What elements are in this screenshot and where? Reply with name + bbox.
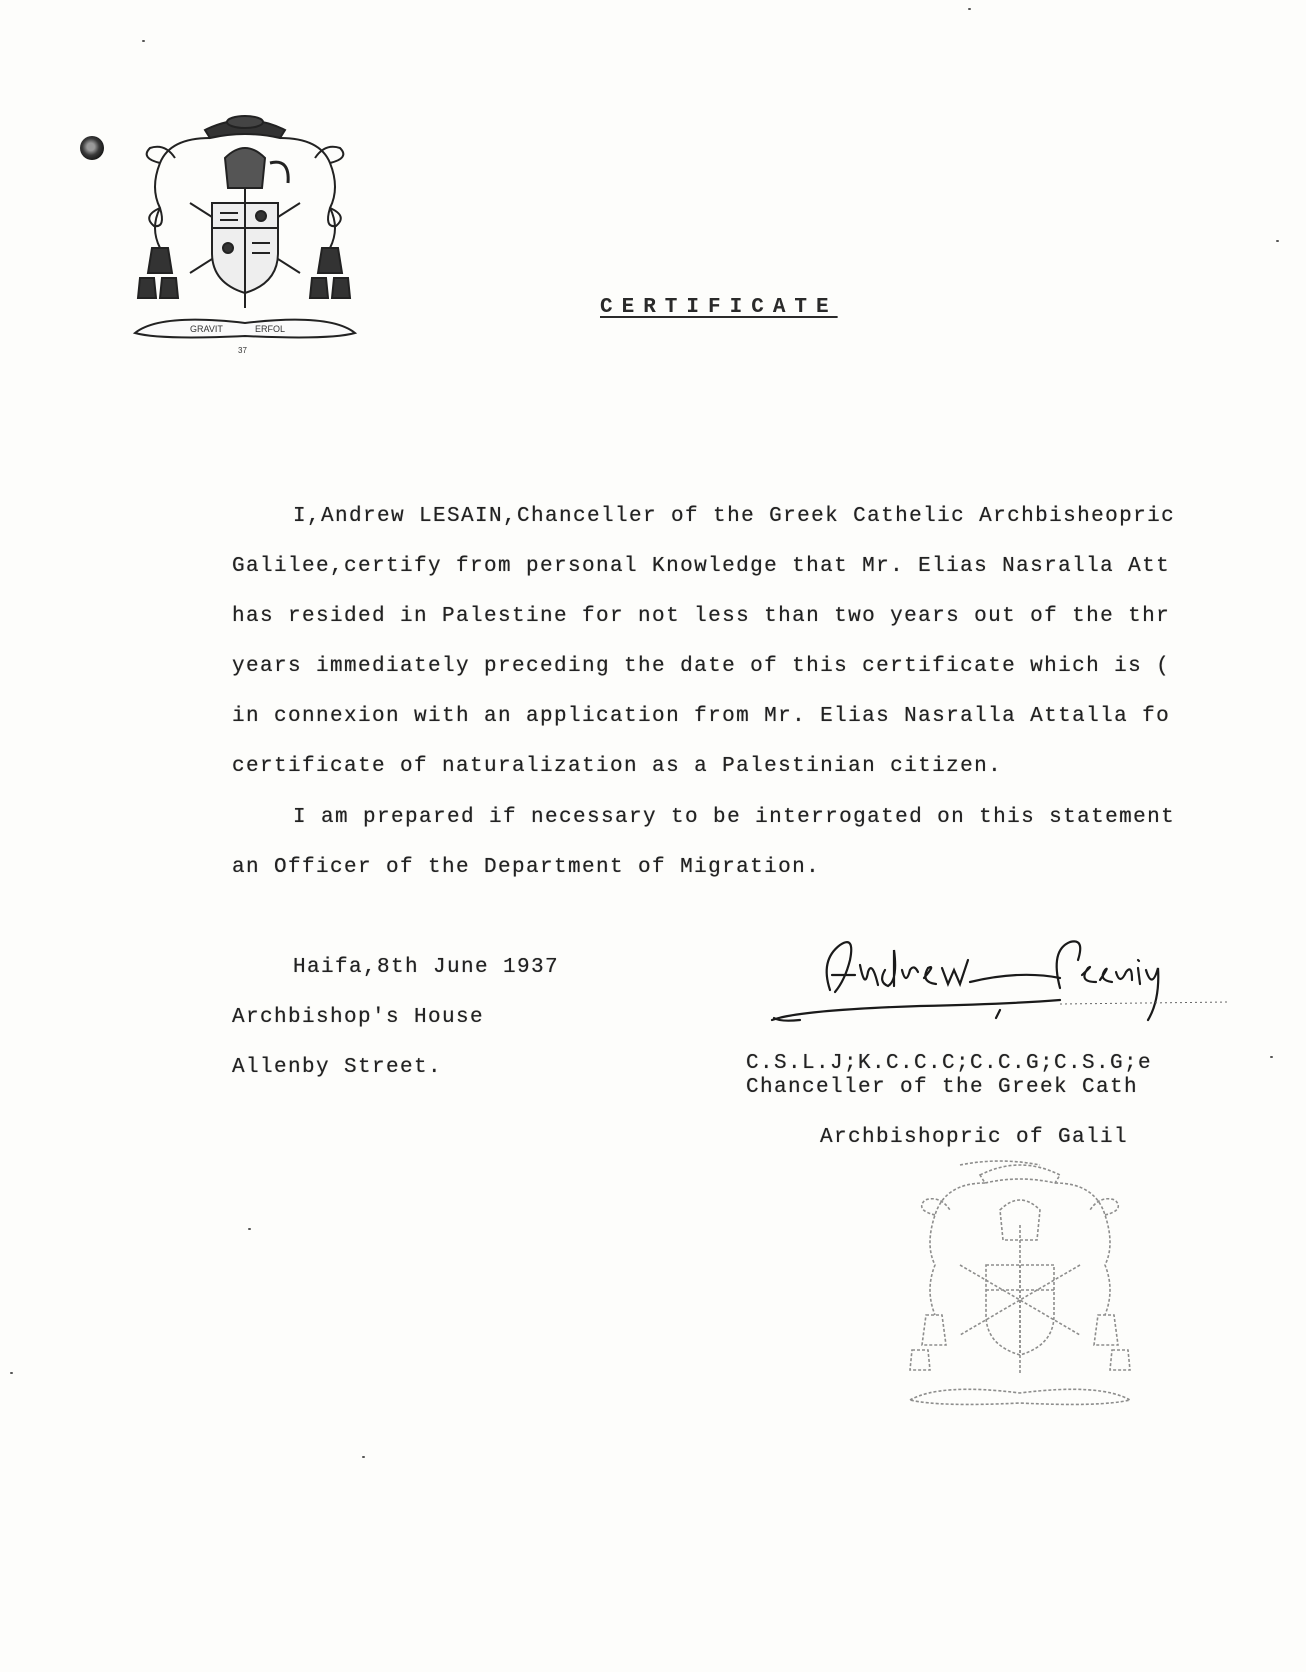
scan-speck: [142, 40, 145, 42]
body-line-5: in connexion with an application from Mr. Elias Nasralla Attalla fo: [232, 705, 1171, 728]
body-line-7: I am prepared if necessary to be interrogated on this statement: [293, 806, 1176, 829]
scan-speck: [1276, 240, 1279, 242]
handwritten-signature: [760, 920, 1260, 1030]
scan-speck: [362, 1456, 365, 1458]
crest-motto-left: GRAVIT: [190, 324, 223, 334]
signatory-title-2: Archbishopric of Galil: [820, 1126, 1129, 1149]
body-line-3: has resided in Palestine for not less than two years out of the thr: [232, 605, 1171, 628]
coat-of-arms-stamp: [900, 1155, 1140, 1425]
body-line-8: an Officer of the Department of Migration.: [232, 856, 821, 879]
body-line-6: certificate of naturalization as a Palestinian citizen.: [232, 755, 1003, 778]
scan-speck: [968, 8, 971, 10]
place-date: Haifa,8th June 1937: [293, 956, 560, 979]
address-line-2: Allenby Street.: [232, 1056, 443, 1079]
body-line-1: I,Andrew LESAIN,Chanceller of the Greek Cathelic Archbisheopric: [293, 505, 1176, 528]
crest-date-mark: 37: [238, 346, 247, 355]
scan-speck: [248, 1228, 251, 1230]
body-line-2: Galilee,certify from personal Knowledge that Mr. Elias Nasralla Att: [232, 555, 1171, 578]
certificate-title: CERTIFICATE: [600, 296, 838, 319]
crest-motto-right: ERFOL: [255, 324, 286, 334]
scan-speck: [1270, 1056, 1273, 1058]
signatory-credentials: C.S.L.J;K.C.C.C;C.C.G;C.S.G;e: [746, 1052, 1153, 1075]
scan-speck: [10, 1372, 13, 1374]
address-line-1: Archbishop's House: [232, 1006, 485, 1029]
body-line-4: years immediately preceding the date of this certificate which is (: [232, 655, 1171, 678]
punch-hole: [80, 136, 104, 160]
coat-of-arms-top: [130, 108, 360, 358]
signatory-title-1: Chanceller of the Greek Cath: [746, 1076, 1139, 1099]
